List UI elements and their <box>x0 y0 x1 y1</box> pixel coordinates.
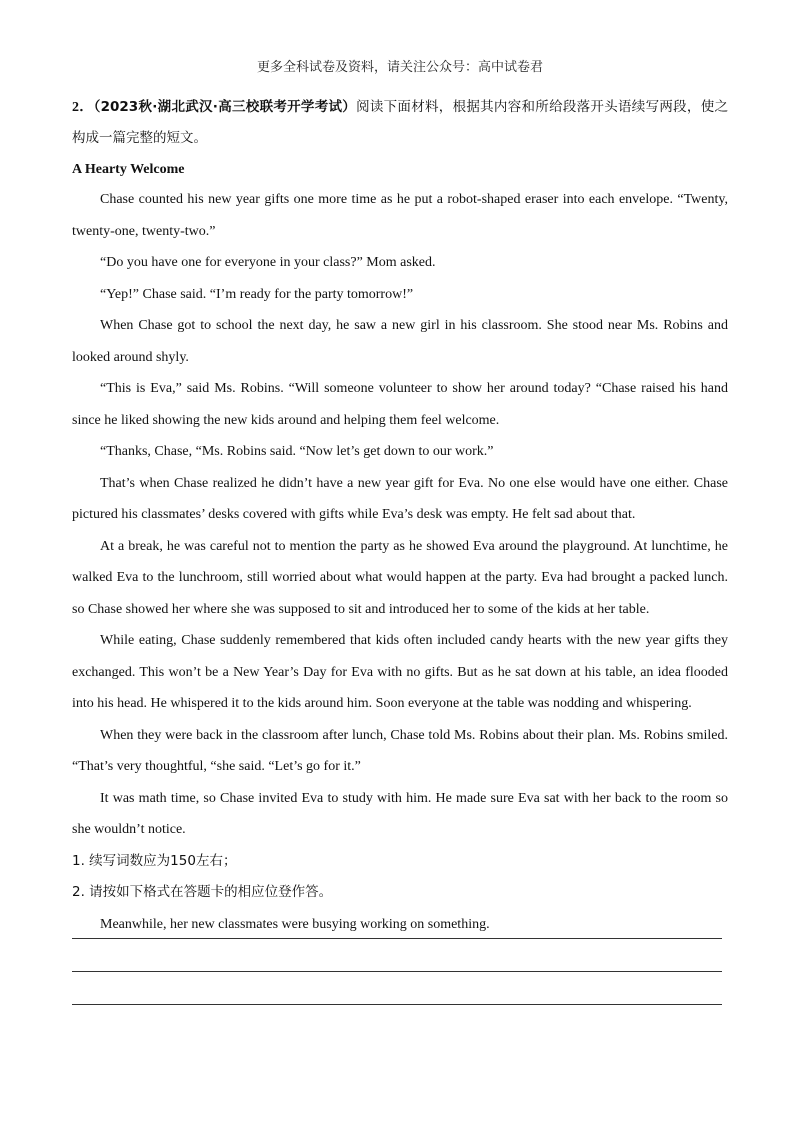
passage-paragraph: At a break, he was careful not to mention the party as he showed Eva around the playground. At lunchtime, he walked Eva to the lunchroom, still worried about what would happen at the party. Eva had brought a packed lunch. so Chase showed her where she was supposed to sit and introduced her to some of the kids at her table. <box>72 538 728 617</box>
passage-paragraph: That’s when Chase realized he didn’t have a new year gift for Eva. No one else would have one either. Chase pictured his classmates’ desks covered with gifts while Eva’s desk was empty. He felt sad about that. <box>72 475 728 522</box>
passage-paragraph: Chase counted his new year gifts one more time as he put a robot-shaped eraser into each envelope. “Twenty, twenty-one, twenty-two.” <box>72 192 728 239</box>
page-header: 更多全科试卷及资料，请关注公众号：高中试卷君 <box>256 60 543 75</box>
question-instruction: 阅读下面材料，根据其内容和所给段落开头语续写两段，使之构成一篇完整的短文。 <box>72 99 728 146</box>
answer-area[interactable] <box>72 938 722 1037</box>
passage-paragraph: “Thanks, Chase, “Ms. Robins said. “Now let’s get down to our work.” <box>100 444 494 459</box>
passage-paragraph: While eating, Chase suddenly remembered that kids often included candy hearts with the new year gifts they exchanged. This won’t be a New Year’s Day for Eva with no gifts. But as he sat down at his table, an idea flooded into his head. He whispered it to the kids around him. Soon everyone at the table was nodding and whispering. <box>72 633 728 711</box>
question-source: （2023秋·湖北武汉·高三校联考开学考试） <box>93 99 357 115</box>
passage-paragraph: When they were back in the classroom after lunch, Chase told Ms. Robins about their plan. Ms. Robins smiled. “That’s very thoughtful, “she said. “Let’s go for it.” <box>72 727 728 774</box>
passage-title: A Hearty Welcome <box>72 162 185 177</box>
passage-paragraph: It was math time, so Chase invited Eva to study with him. He made sure Eva sat with her back to the room so she wouldn’t notice. <box>72 790 728 837</box>
passage-paragraph: When Chase got to school the next day, he saw a new girl in his classroom. She stood near Ms. Robins and looked around shyly. <box>72 318 728 365</box>
continuation-prompt: Meanwhile, her new classmates were busying working on something. <box>100 916 490 932</box>
requirement-item: 1. 续写词数应为150左右； <box>72 852 237 869</box>
question-number: 2． <box>72 100 94 115</box>
requirement-item: 2. 请按如下格式在答题卡的相应位登作答。 <box>72 884 333 900</box>
passage-paragraph: “This is Eva,” said Ms. Robins. “Will someone volunteer to show her around today? “Chase raised his hand since he liked showing the new kids around and helping them feel welcome. <box>72 381 728 428</box>
question-content <box>72 92 728 940</box>
answer-line[interactable] <box>72 1004 722 1005</box>
passage-paragraph: “Do you have one for everyone in your class?” Mom asked. <box>100 255 436 270</box>
answer-line[interactable] <box>72 971 722 972</box>
passage-paragraph: “Yep!” Chase said. “I’m ready for the party tomorrow!” <box>100 286 414 302</box>
question-stem <box>72 92 728 154</box>
answer-line[interactable] <box>72 938 722 939</box>
